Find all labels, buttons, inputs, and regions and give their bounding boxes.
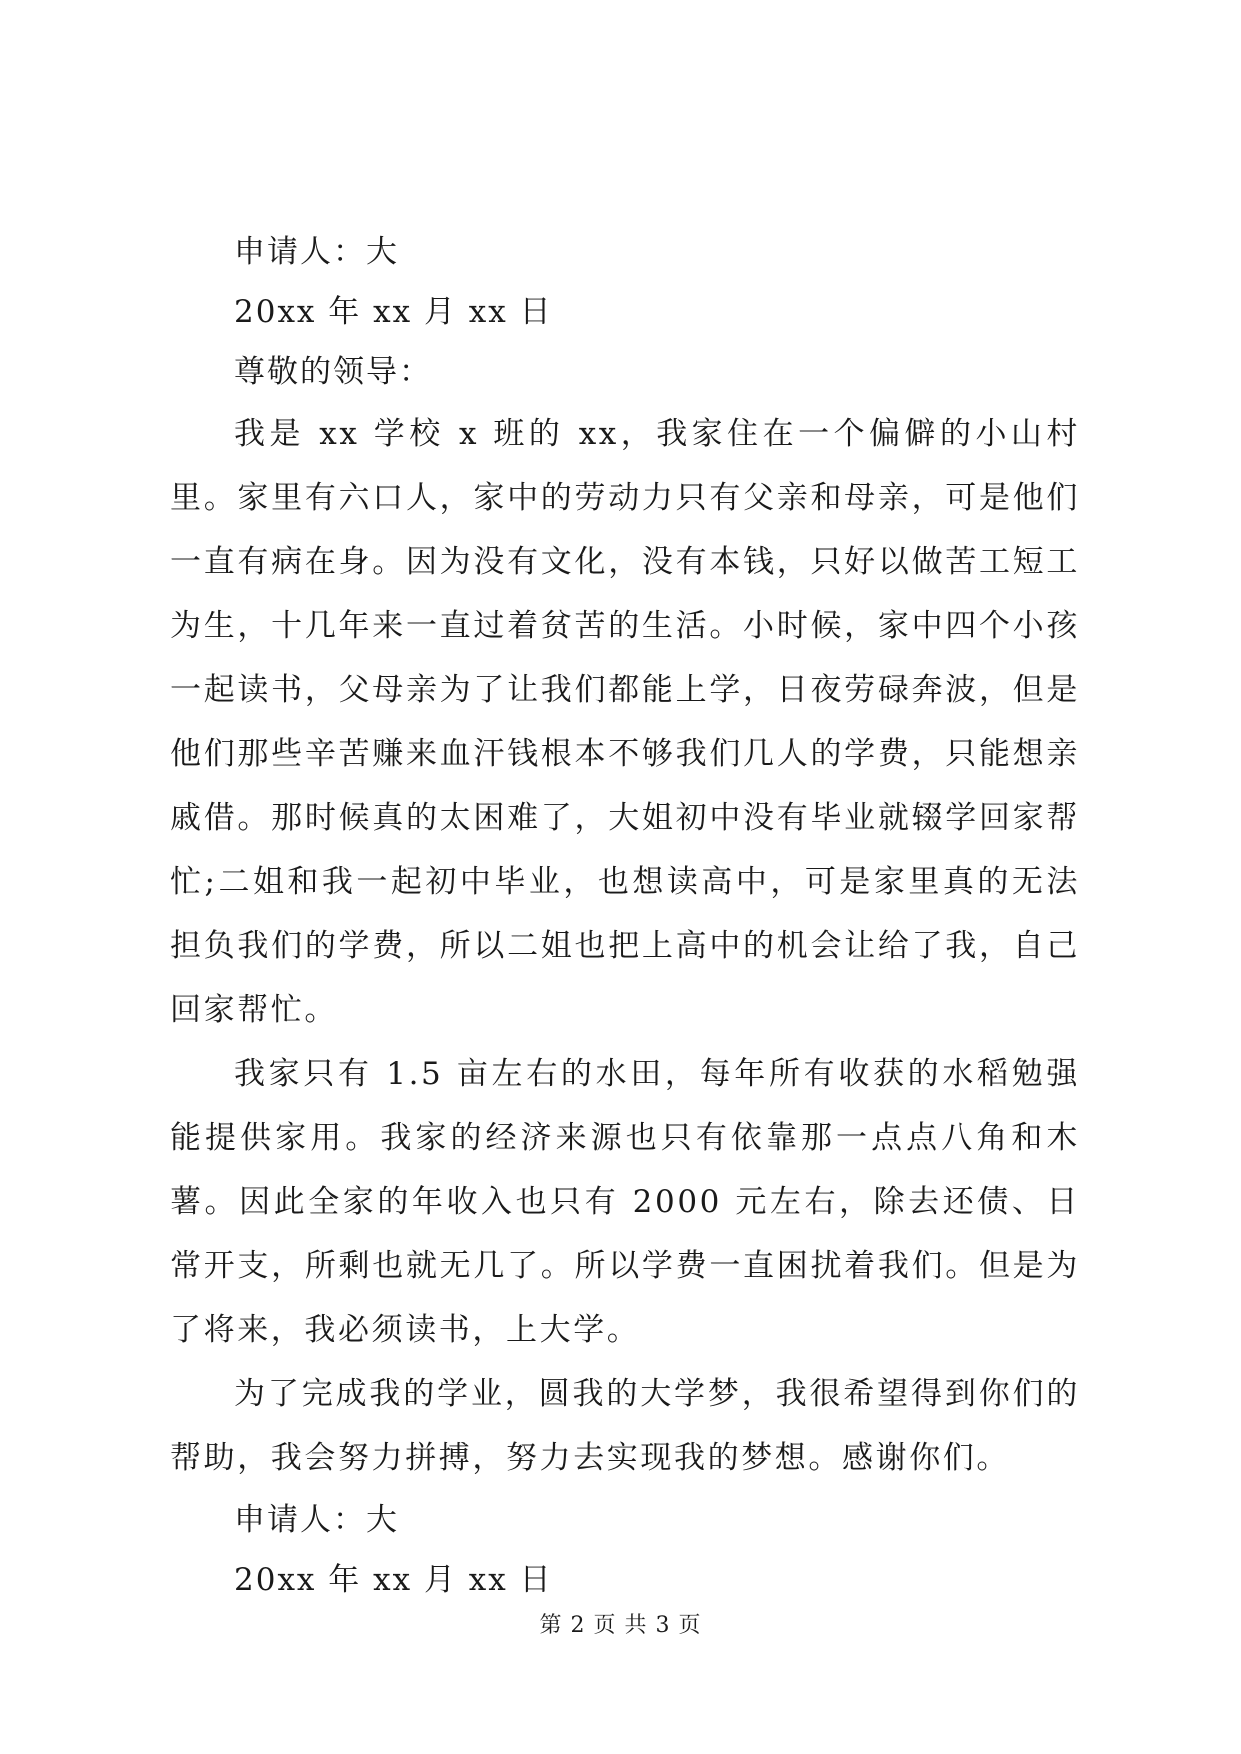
salutation: 尊敬的领导：: [234, 354, 432, 390]
applicant-line-bottom: 申请人：大: [234, 1502, 399, 1538]
paragraph-family-income: 我家只有 1.5 亩左右的水田，每年所有收获的水稻勉强能提供家用。我家的经济来源也只有依靠那一点点八角和木薯。因此全家的年收入也只有 2000 元左右，除去还债、日常开支，所剩也就无几了。所以学费一直困扰着我们。但是为了将来，我必须读书，上大学。: [170, 1056, 1080, 1348]
date-line-bottom: 20xx 年 xx 月 xx 日: [234, 1562, 553, 1598]
applicant-line-top: 申请人：大: [234, 234, 399, 270]
date-line-top: 20xx 年 xx 月 xx 日: [234, 294, 553, 330]
paragraph-request: 为了完成我的学业，圆我的大学梦，我很希望得到你们的帮助，我会努力拼搏，努力去实现我的梦想。感谢你们。: [170, 1376, 1080, 1476]
document-body: [170, 222, 1080, 1610]
page-number-footer: 第 2 页 共 3 页: [539, 1613, 702, 1638]
paragraph-family-background: 我是 xx 学校 x 班的 xx，我家住在一个偏僻的小山村里。家里有六口人，家中的劳动力只有父亲和母亲，可是他们一直有病在身。因为没有文化，没有本钱，只好以做苦工短工为生，十几年来一直过着贫苦的生活。小时候，家中四个小孩一起读书，父母亲为了让我们都能上学，日夜劳碌奔波，但是他们那些辛苦赚来血汗钱根本不够我们几人的学费，只能想亲戚借。那时候真的太困难了，大姐初中没有毕业就辍学回家帮忙;二姐和我一起初中毕业，也想读高中，可是家里真的无法担负我们的学费，所以二姐也把上高中的机会让给了我，自己回家帮忙。: [170, 416, 1080, 1028]
